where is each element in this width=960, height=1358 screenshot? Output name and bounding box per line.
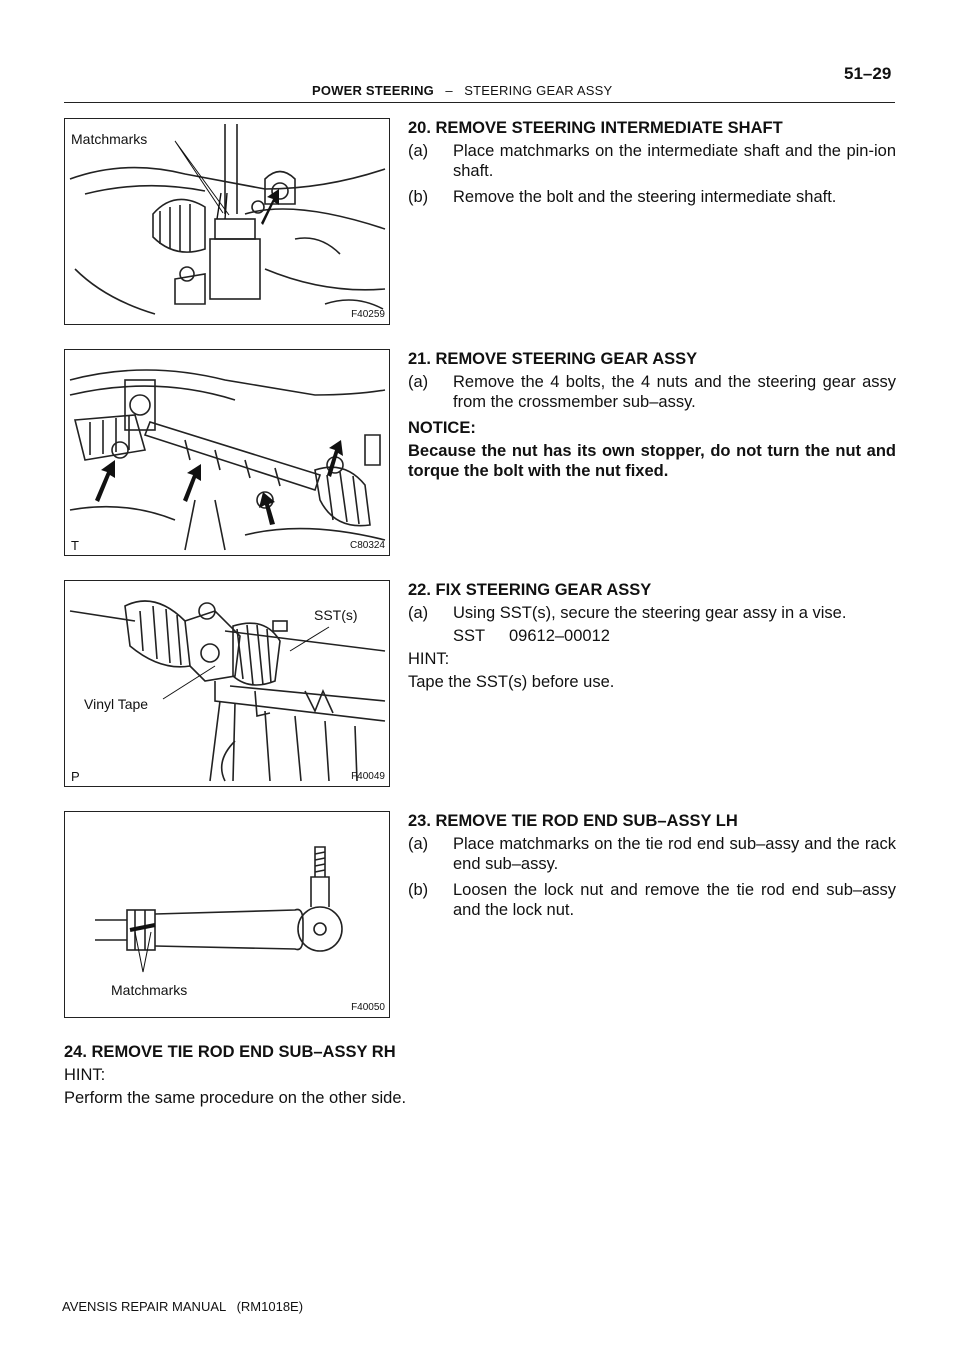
header-section: POWER STEERING xyxy=(312,83,434,98)
callout-label: Vinyl Tape xyxy=(84,696,149,712)
figure-gear-in-vise xyxy=(64,580,390,787)
running-header xyxy=(312,83,612,98)
hint-label: HINT: xyxy=(64,1066,106,1084)
item-text: Remove the bolt and the steering intermediate shaft. xyxy=(453,188,837,206)
item-key: (a) xyxy=(408,142,429,160)
step-20-title: 20. REMOVE STEERING INTERMEDIATE SHAFT xyxy=(408,119,783,137)
view-marker: P xyxy=(71,769,80,784)
callout-label: SST(s) xyxy=(314,607,358,623)
item-key: (b) xyxy=(408,881,429,899)
step-20-item-a xyxy=(408,141,896,181)
step-22-item-a xyxy=(408,603,896,623)
page-number: 51–29 xyxy=(844,64,892,83)
step-21-item-a xyxy=(408,372,896,412)
item-key: (a) xyxy=(408,835,429,853)
illustration-steering-gear-removal xyxy=(65,350,389,555)
figure-steering-gear-removal xyxy=(64,349,390,556)
figure-tie-rod-end xyxy=(64,811,390,1018)
hint-text: Tape the SST(s) before use. xyxy=(408,673,615,691)
sst-number: 09612–00012 xyxy=(509,627,610,645)
footer-manual-id: AVENSIS REPAIR MANUAL (RM1018E) xyxy=(62,1299,304,1314)
step-23-item-b xyxy=(408,880,896,920)
figure-code: C80324 xyxy=(349,540,385,551)
item-key: (b) xyxy=(408,188,429,206)
figure-intermediate-shaft xyxy=(64,118,390,325)
figure-code: F40049 xyxy=(351,771,385,782)
header-separator: – xyxy=(445,83,453,98)
figure-code: F40259 xyxy=(351,309,385,320)
notice-text: Because the nut has its own stopper, do not turn the nut and torque the bolt with the nut fixed. xyxy=(408,442,896,480)
figure-code: F40050 xyxy=(351,1002,385,1013)
item-text: Loosen the lock nut and remove the tie rod end sub–assy and the lock nut. xyxy=(453,881,896,919)
step-21-title: 21. REMOVE STEERING GEAR ASSY xyxy=(408,350,698,368)
item-text: Place matchmarks on the intermediate shaft and the pin-ion shaft. xyxy=(453,142,896,180)
header-rule xyxy=(64,102,895,103)
callout-label: Matchmarks xyxy=(111,982,188,998)
step-23-title: 23. REMOVE TIE ROD END SUB–ASSY LH xyxy=(408,812,738,830)
step-22-title: 22. FIX STEERING GEAR ASSY xyxy=(408,581,652,599)
hint-text: Perform the same procedure on the other side. xyxy=(64,1089,407,1107)
step-24-title: 24. REMOVE TIE ROD END SUB–ASSY RH xyxy=(64,1043,396,1061)
notice-label: NOTICE: xyxy=(408,419,476,437)
illustration-intermediate-shaft xyxy=(65,119,389,324)
item-key: (a) xyxy=(408,373,429,391)
step-20-item-b xyxy=(408,187,896,207)
header-subsection: STEERING GEAR ASSY xyxy=(464,83,613,98)
item-text: Place matchmarks on the tie rod end sub–assy and the rack end sub–assy. xyxy=(453,835,896,873)
callout-label: Matchmarks xyxy=(71,131,148,147)
item-text: Using SST(s), secure the steering gear assy in a vise. xyxy=(453,604,847,622)
view-marker: T xyxy=(71,538,79,553)
sst-reference xyxy=(453,626,610,646)
hint-label: HINT: xyxy=(408,650,450,668)
item-key: (a) xyxy=(408,604,429,622)
sst-label: SST xyxy=(453,627,486,645)
step-23-item-a xyxy=(408,834,896,874)
item-text: Remove the 4 bolts, the 4 nuts and the steering gear assy from the crossmember sub–assy. xyxy=(453,373,896,411)
